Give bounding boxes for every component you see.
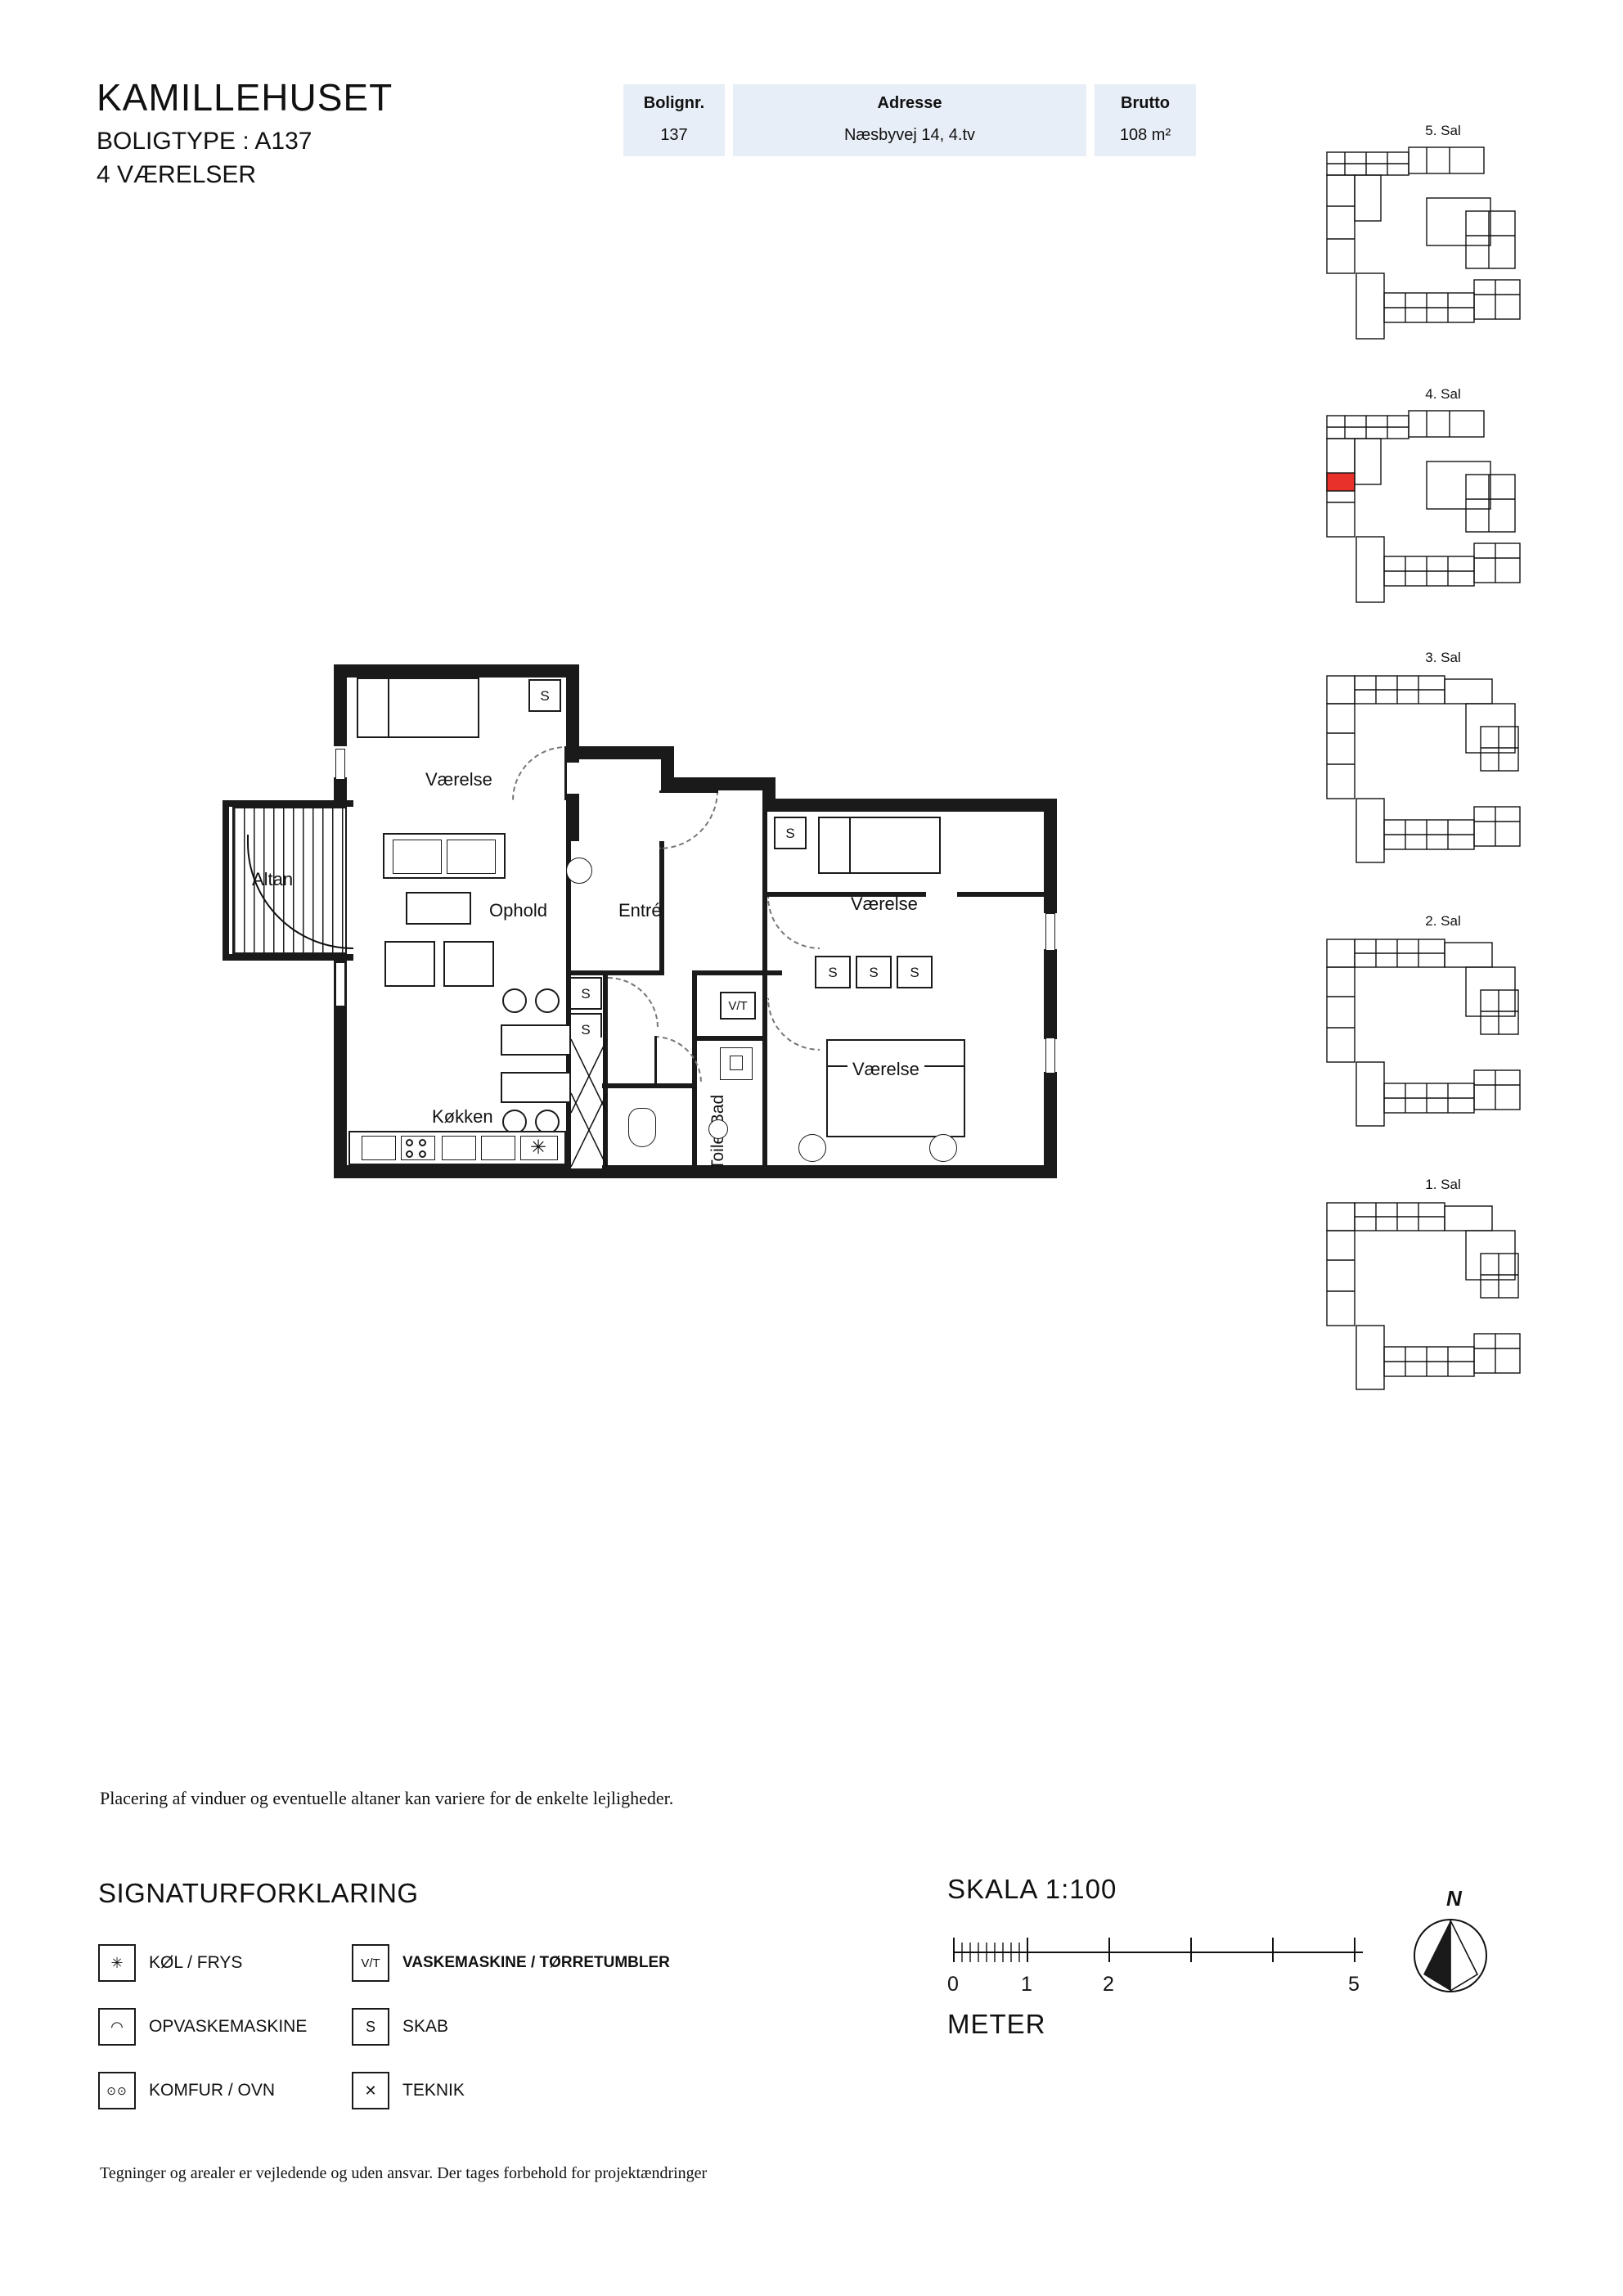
legend-label: TEKNIK xyxy=(402,2081,465,2100)
room-label-vaerelse-se: Værelse xyxy=(847,1057,924,1082)
compass xyxy=(1405,1886,1495,2001)
floor-key-diagram xyxy=(1320,404,1566,633)
legend-row xyxy=(98,2059,753,2123)
scale-tick-1: 1 xyxy=(1021,1973,1032,1996)
floor-key-diagram xyxy=(1320,1195,1566,1424)
wall-partition xyxy=(566,970,664,975)
armchair xyxy=(384,941,435,987)
closet-marker: S xyxy=(897,956,933,988)
fridge-icon: ✳ xyxy=(98,1944,136,1982)
wall-segment xyxy=(566,794,579,841)
armchair xyxy=(443,941,494,987)
dishwasher-icon: ◠ xyxy=(98,2008,136,2046)
balcony-wall xyxy=(223,954,353,961)
closet-marker: S xyxy=(569,977,602,1010)
legend-item-komfur-ovn xyxy=(98,2072,352,2109)
room-label-kokken: Køkken xyxy=(432,1106,493,1127)
floor-key-label: 4. Sal xyxy=(1425,386,1461,402)
bolignr-value: 137 xyxy=(660,126,688,144)
info-cell-bolignr xyxy=(623,84,725,156)
disclaimer-text: Tegninger og arealer er vejledende og uden ansvar. Der tages forbehold for projektændringer xyxy=(100,2164,708,2182)
teknik-icon xyxy=(566,1031,612,1175)
bedside-marker xyxy=(798,1134,826,1162)
window xyxy=(335,749,345,780)
floor-key-3 xyxy=(1320,650,1566,895)
coffee-table xyxy=(406,892,471,925)
legend-title: SIGNATURFORKLARING xyxy=(98,1878,419,1908)
floor-drain xyxy=(708,1119,728,1139)
fridge-icon: ✳ xyxy=(530,1137,547,1159)
window xyxy=(1045,913,1055,951)
floor-key-label: 2. Sal xyxy=(1425,913,1461,929)
floor-key-list xyxy=(1320,123,1566,1440)
floor-key-1 xyxy=(1320,1177,1566,1422)
compass-icon xyxy=(1405,1911,1495,2001)
room-label-vaerelse-ne: Værelse xyxy=(851,894,918,914)
door-arc xyxy=(659,790,718,849)
legend-label: SKAB xyxy=(402,2017,449,2036)
burner xyxy=(406,1139,413,1146)
info-cell-brutto xyxy=(1095,84,1196,156)
balcony-wall xyxy=(223,800,353,807)
floor-key-2 xyxy=(1320,913,1566,1159)
brutto-value: 108 m² xyxy=(1119,126,1171,144)
legend-label: OPVASKEMASKINE xyxy=(149,2017,308,2036)
burner xyxy=(406,1150,413,1158)
dishwasher xyxy=(442,1136,476,1160)
info-cell-adresse xyxy=(733,84,1086,156)
toilet xyxy=(628,1108,656,1147)
bed-pillow xyxy=(357,678,389,738)
highlight-unit xyxy=(1327,473,1355,491)
note-windows: Placering af vinduer og eventuelle altaner kan variere for de enkelte lejligheder. xyxy=(100,1788,674,1808)
brutto-header: Brutto xyxy=(1121,94,1170,112)
dining-table xyxy=(501,1024,571,1056)
compass-north-label: N xyxy=(1446,1886,1462,1911)
closet-marker: S xyxy=(569,1013,602,1046)
stove-icon: ⊙⊙ xyxy=(98,2072,136,2109)
door-arc xyxy=(512,746,566,800)
legend-item-opvaskemaskine xyxy=(98,2008,352,2046)
scale-tick-5: 5 xyxy=(1348,1973,1360,1996)
cabinet xyxy=(362,1136,396,1160)
closet-marker: S xyxy=(774,817,807,849)
scale-ticks xyxy=(947,1973,1405,2001)
window xyxy=(335,962,345,1006)
scale-block xyxy=(947,1874,1405,2040)
scale-bar xyxy=(947,1928,1373,1965)
door-leaf xyxy=(659,790,718,793)
room-label-entre: Entré xyxy=(618,900,662,921)
legend-row xyxy=(98,1995,753,2059)
sink-basin xyxy=(730,1056,743,1070)
chair xyxy=(502,988,527,1013)
bed-pillow xyxy=(818,817,851,874)
info-table xyxy=(623,84,1196,156)
sofa-cushion xyxy=(447,840,496,874)
adresse-header: Adresse xyxy=(877,94,942,112)
door-arc xyxy=(767,897,820,949)
room-label-vaerelse-nw: Værelse xyxy=(425,769,492,790)
scale-unit: METER xyxy=(947,2009,1046,2039)
page-title: KAMILLEHUSET xyxy=(97,76,393,119)
closet-marker: S xyxy=(815,956,851,988)
closet-icon: S xyxy=(352,2008,389,2046)
washer-dryer-icon: V/T xyxy=(352,1944,389,1982)
boligtype-label: BOLIGTYPE : A137 xyxy=(97,128,312,155)
burner xyxy=(419,1150,426,1158)
sink-cabinet xyxy=(481,1136,515,1160)
floor-plan xyxy=(196,646,1276,1358)
scale-tick-0: 0 xyxy=(947,1973,959,1996)
legend-label: VASKEMASKINE / TØRRETUMBLER xyxy=(402,1954,670,1971)
sofa-cushion xyxy=(393,840,442,874)
wall-segment xyxy=(1044,949,1057,1039)
washer-dryer-marker: V/T xyxy=(720,992,756,1020)
title-block xyxy=(97,78,636,191)
closet-marker: S xyxy=(856,956,892,988)
floor-key-label: 5. Sal xyxy=(1425,123,1461,138)
wall-partition xyxy=(697,1036,767,1041)
legend-item-vaskemaskine xyxy=(352,1944,670,1982)
adresse-value: Næsbyvej 14, 4.tv xyxy=(843,126,976,144)
wall-segment xyxy=(334,664,347,746)
wall-partition xyxy=(957,892,1047,897)
legend-label: KOMFUR / OVN xyxy=(149,2081,276,2100)
legend-item-skab xyxy=(352,2008,448,2046)
dining-table xyxy=(501,1072,571,1103)
door-leaf xyxy=(654,1036,657,1083)
legend-row xyxy=(98,1931,753,1995)
wall-segment xyxy=(762,799,1057,812)
closet-marker: S xyxy=(528,679,561,712)
balcony-wall xyxy=(223,800,229,961)
scale-title: SKALA 1:100 xyxy=(947,1874,1117,1904)
room-label-altan: Altan xyxy=(252,869,294,889)
floor-key-diagram xyxy=(1320,931,1566,1160)
floor-key-label: 1. Sal xyxy=(1425,1177,1461,1192)
rooms-label: 4 VÆRELSER xyxy=(97,160,257,188)
room-label-ophold: Ophold xyxy=(489,900,547,921)
bolignr-header: Bolignr. xyxy=(643,94,705,112)
scale-tick-2: 2 xyxy=(1103,1973,1114,1996)
bedside-marker xyxy=(929,1134,957,1162)
door-arc xyxy=(767,998,820,1051)
door-leaf xyxy=(564,746,567,800)
door-arc xyxy=(608,977,659,1028)
floor-key-diagram xyxy=(1320,668,1566,897)
entry-marker xyxy=(566,858,592,884)
teknik-icon: ✕ xyxy=(352,2072,389,2109)
wall-segment xyxy=(334,664,579,678)
floor-key-label: 3. Sal xyxy=(1425,650,1461,665)
legend-item-kol-frys xyxy=(98,1944,352,1982)
burner xyxy=(419,1139,426,1146)
window xyxy=(1045,1038,1055,1074)
floor-key-5 xyxy=(1320,123,1566,368)
floor-key-diagram xyxy=(1320,141,1566,370)
legend xyxy=(98,1931,753,2123)
floor-key-4 xyxy=(1320,386,1566,632)
wall-segment xyxy=(1044,1072,1057,1178)
wall-segment xyxy=(566,746,672,759)
legend-label: KØL / FRYS xyxy=(149,1953,243,1972)
chair xyxy=(535,988,560,1013)
legend-item-teknik xyxy=(352,2072,465,2109)
wall-segment xyxy=(661,777,776,790)
wall-partition xyxy=(692,970,782,975)
